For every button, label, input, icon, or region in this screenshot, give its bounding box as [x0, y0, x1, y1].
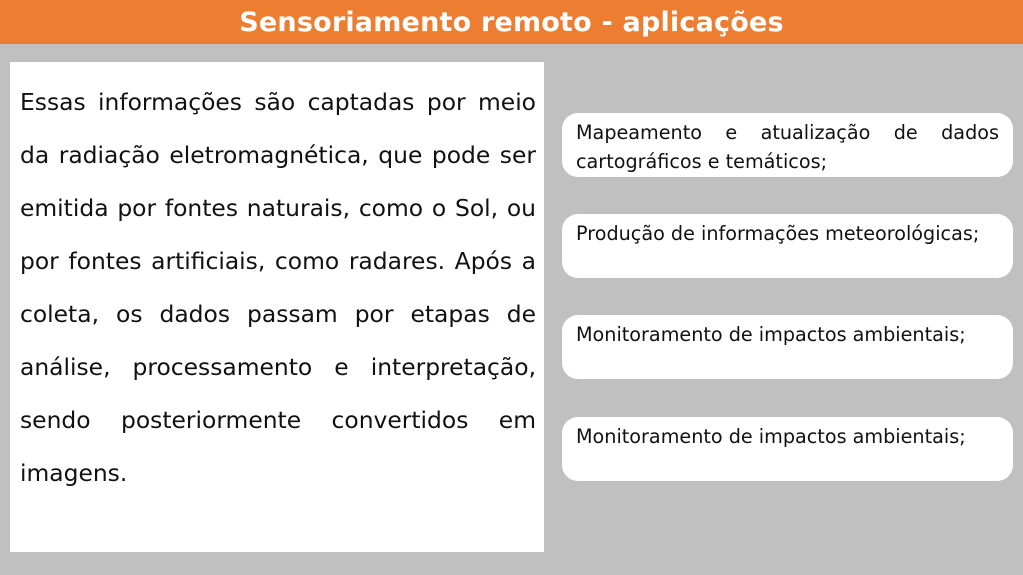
main-text-panel: [10, 62, 544, 552]
slide-title: Sensoriamento remoto - aplicações: [239, 6, 784, 38]
application-item-mapping: Mapeamento e atualização de dados cartográficos e temáticos;: [562, 113, 1013, 177]
application-item-environmental-monitoring: Monitoramento de impactos ambientais;: [562, 315, 1013, 379]
application-item-meteorology: Produção de informações meteorológicas;: [562, 214, 1013, 278]
main-paragraph: Essas informações são captadas por meio da radiação eletromagnética, que pode ser emitida por fontes naturais, como o Sol, ou por fontes artificiais, como radares. Após a coleta, os dados passam por etapas de análise, processamento e interpretação, sendo posteriormente convertidos em imagens.: [20, 88, 536, 487]
application-item-environmental-monitoring-duplicate: Monitoramento de impactos ambientais;: [562, 417, 1013, 481]
title-bar: [0, 0, 1023, 44]
